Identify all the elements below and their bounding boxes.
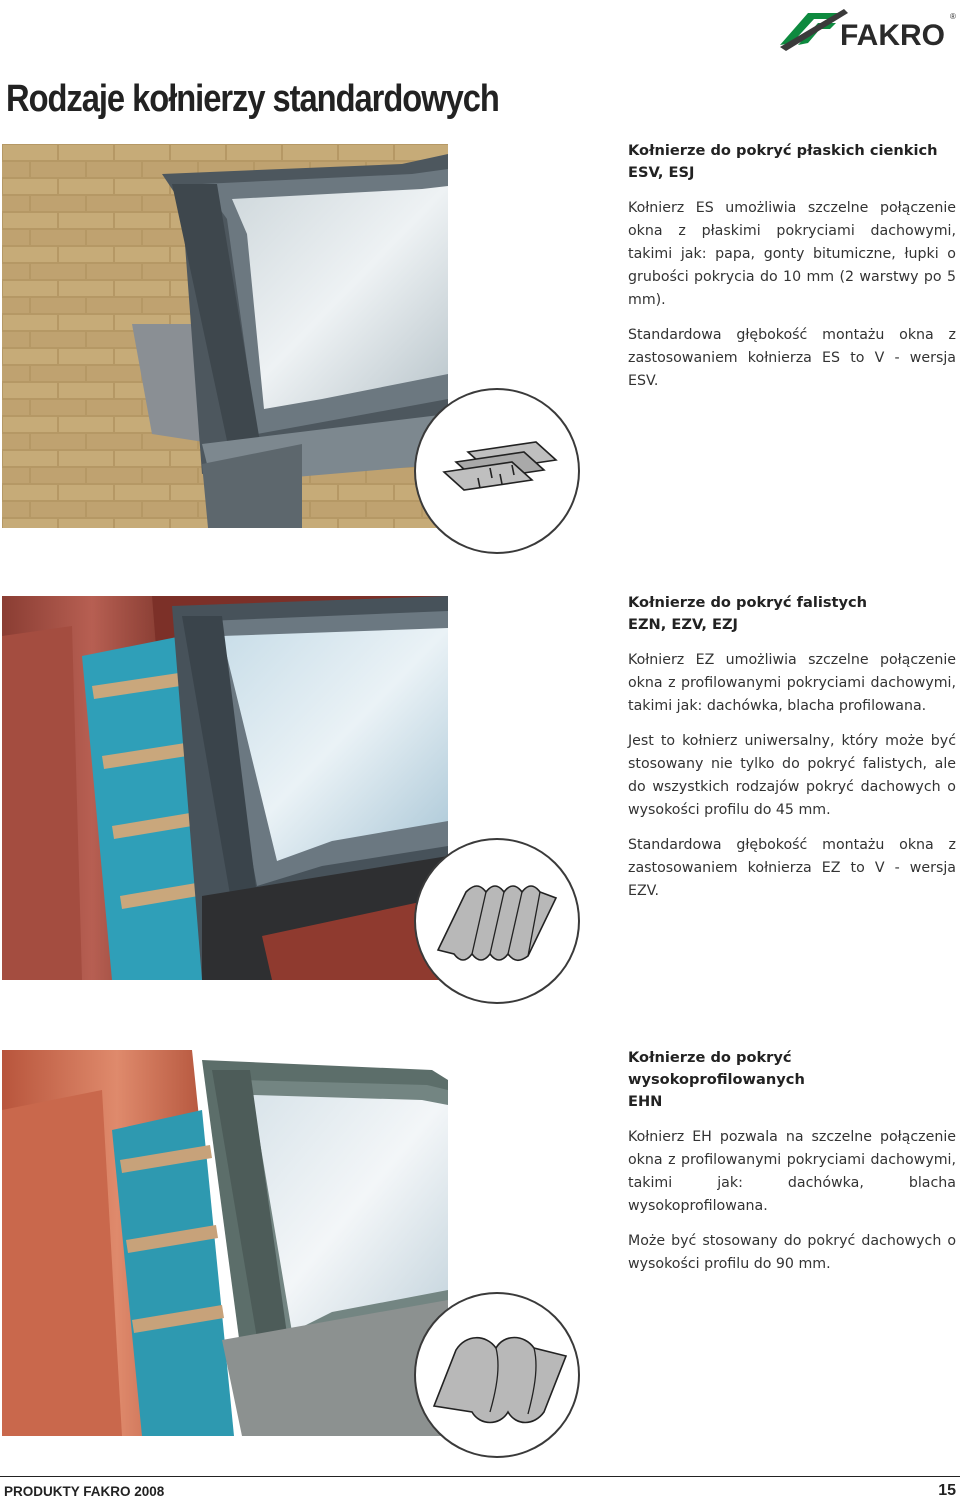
high-profile-tile-icon <box>414 1292 580 1458</box>
section-paragraph: Może być stosowany do pokryć dachowych o wysokości profilu do 90 mm. <box>628 1233 956 1272</box>
corrugated-sheet-icon <box>414 838 580 1004</box>
footer-publication: PRODUKTY FAKRO 2008 <box>4 1484 165 1499</box>
flat-roof-window-photo <box>2 144 448 528</box>
section-corrugated <box>628 592 956 915</box>
section-paragraph: Kołnierz EH pozwala na szczelne połączenie okna z profilowanymi pokryciami dachowymi, takimi jak: dachówka, blacha wysokoprofilowana. <box>628 1129 956 1214</box>
section-paragraph: Standardowa głębokość montażu okna z zastosowaniem kołnierza EZ to V - wersja EZV. <box>628 837 956 899</box>
section-title <box>628 1047 956 1113</box>
svg-text:®: ® <box>950 12 956 21</box>
section-title-line1: Kołnierze do pokryć wysokoprofilowanych <box>628 1049 805 1088</box>
page-number: 15 <box>938 1482 956 1499</box>
section-title-line1: Kołnierze do pokryć falistych <box>628 594 868 611</box>
section-paragraph: Standardowa głębokość montażu okna z zastosowaniem kołnierza ES to V - wersja ESV. <box>628 327 956 389</box>
section-title-codes: ESV, ESJ <box>628 164 695 181</box>
section-title-codes: EHN <box>628 1093 663 1110</box>
section-paragraph: Kołnierz EZ umożliwia szczelne połączenie okna z profilowanymi pokryciami dachowymi, takimi jak: dachówka, blacha profilowana. <box>628 652 956 714</box>
section-title-line1: Kołnierze do pokryć płaskich cienkich <box>628 142 938 159</box>
section-title-codes: EZN, EZV, EZJ <box>628 616 738 633</box>
section-paragraph: Jest to kołnierz uniwersalny, który może być stosowany nie tylko do pokryć falistych, ale do wszystkich rodzajów pokryć dachowych o wysokości profilu do 45 mm. <box>628 733 956 818</box>
section-title <box>628 592 956 636</box>
svg-text:FAKRO: FAKRO <box>840 19 945 52</box>
page-title: Rodzaje kołnierzy standardowych <box>6 78 499 120</box>
section-flat <box>628 140 956 405</box>
footer-divider <box>0 1476 960 1477</box>
section-title <box>628 140 956 184</box>
section-paragraph: Kołnierz ES umożliwia szczelne połączenie okna z płaskimi pokryciami dachowymi, takimi jak: papa, gonty bitumiczne, łupki o grubości pokrycia do 10 mm (2 warstwy po 5 mm). <box>628 200 956 308</box>
fakro-logo <box>778 5 958 53</box>
flat-shingles-icon <box>414 388 580 554</box>
section-high-profile <box>628 1047 956 1288</box>
tiled-roof-window-photo <box>2 596 448 980</box>
high-profile-roof-window-photo <box>2 1050 448 1436</box>
